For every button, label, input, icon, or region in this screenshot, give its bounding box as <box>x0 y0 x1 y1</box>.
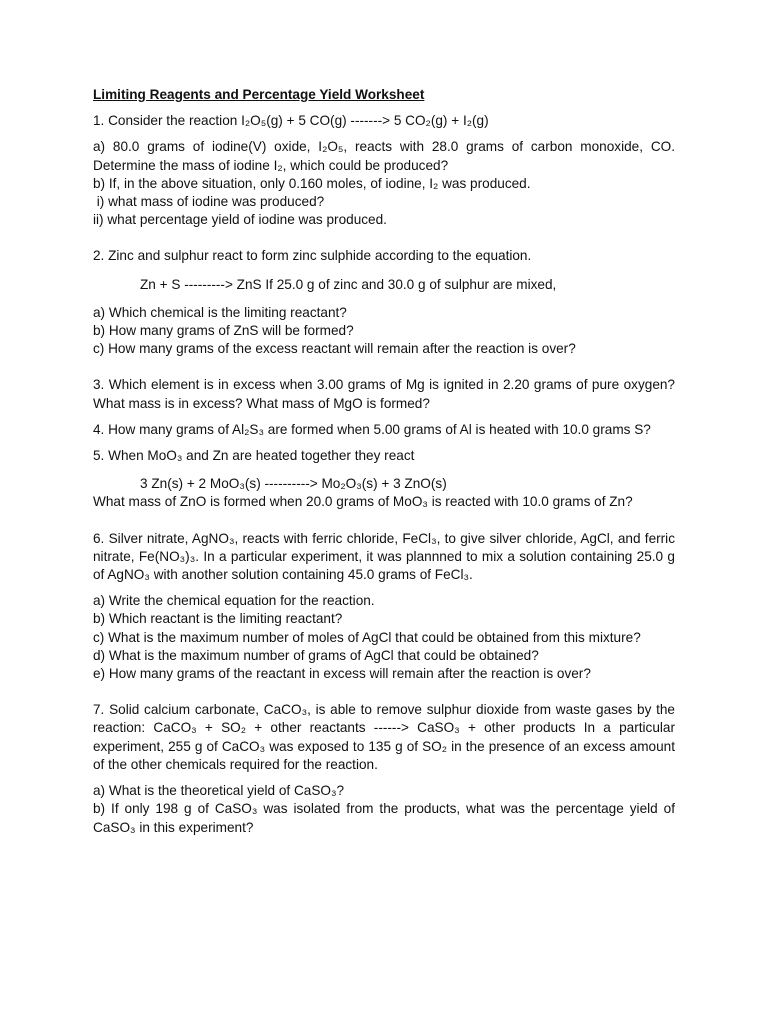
question-1-part-b: b) If, in the above situation, only 0.160 moles, of iodine, I₂ was produced. <box>93 175 531 191</box>
question-1-parts <box>93 138 675 229</box>
question-2-stem: 2. Zinc and sulphur react to form zinc sulphide according to the equation. <box>93 248 532 264</box>
question-3-text: 3. Which element is in excess when 3.00 grams of Mg is ignited in 2.20 grams of pure oxygen? What mass is in excess? What mass of MgO is formed? <box>93 377 675 411</box>
question-7-parts <box>93 782 675 837</box>
question-2-part-a: a) Which chemical is the limiting reactant? <box>93 304 347 320</box>
worksheet-title: Limiting Reagents and Percentage Yield Worksheet <box>93 87 425 102</box>
question-6-part-b: b) Which reactant is the limiting reactant? <box>93 611 343 627</box>
question-7-part-b: b) If only 198 g of CaSO₃ was isolated from the products, what was the percentage yield of CaSO₃ in this experiment? <box>93 801 675 835</box>
question-6-part-c: c) What is the maximum number of moles of AgCl that could be obtained from this mixture? <box>93 629 641 645</box>
question-2-part-c: c) How many grams of the excess reactant will remain after the reaction is over? <box>93 341 576 357</box>
question-5-question: What mass of ZnO is formed when 20.0 grams of MoO₃ is reacted with 10.0 grams of Zn? <box>93 494 633 510</box>
question-1-stem: 1. Consider the reaction I₂O₅(g) + 5 CO(g) -------> 5 CO₂(g) + I₂(g) <box>93 113 489 129</box>
question-6-parts <box>93 592 675 683</box>
question-2-equation: Zn + S ---------> ZnS If 25.0 g of zinc and 30.0 g of sulphur are mixed, <box>140 276 557 292</box>
question-1-part-a: a) 80.0 grams of iodine(V) oxide, I₂O₅, reacts with 28.0 grams of carbon monoxide, CO. Determine the mass of iodine I₂, which could be produced? <box>93 139 675 173</box>
question-2-parts <box>93 304 675 359</box>
question-1-part-b-ii: ii) what percentage yield of iodine was produced. <box>93 212 387 228</box>
question-6-part-a: a) Write the chemical equation for the reaction. <box>93 593 375 609</box>
question-5-stem: 5. When MoO₃ and Zn are heated together they react <box>93 448 415 464</box>
question-6-part-e: e) How many grams of the reactant in excess will remain after the reaction is over? <box>93 666 591 682</box>
question-7-part-a: a) What is the theoretical yield of CaSO₃? <box>93 783 345 799</box>
worksheet-page <box>93 86 675 845</box>
question-6-part-d: d) What is the maximum number of grams of AgCl that could be obtained? <box>93 647 539 663</box>
question-7-stem: 7. Solid calcium carbonate, CaCO₃, is able to remove sulphur dioxide from waste gases by the reaction: CaCO₃ + SO₂ + other reactants ------> CaSO₃ + other products In a particular experiment, 255 g of CaCO₃ was exposed to 135 g of SO₂ in the presence of an excess amount of the other chemicals required for the reaction. <box>93 702 675 772</box>
question-4-text: 4. How many grams of Al₂S₃ are formed when 5.00 grams of Al is heated with 10.0 grams S? <box>93 421 651 437</box>
question-5-equation: 3 Zn(s) + 2 MoO₃(s) ----------> Mo₂O₃(s) + 3 ZnO(s) <box>140 476 447 492</box>
question-2-part-b: b) How many grams of ZnS will be formed? <box>93 323 354 339</box>
question-6-stem: 6. Silver nitrate, AgNO₃, reacts with ferric chloride, FeCl₃, to give silver chloride, AgCl, and ferric nitrate, Fe(NO₃)₃. In a particular experiment, it was plannned to mix a solution containing 25.0 g of AgNO₃ with another solution containing 45.0 grams of FeCl₃. <box>93 530 675 583</box>
question-1-part-b-i: i) what mass of iodine was produced? <box>93 194 325 210</box>
